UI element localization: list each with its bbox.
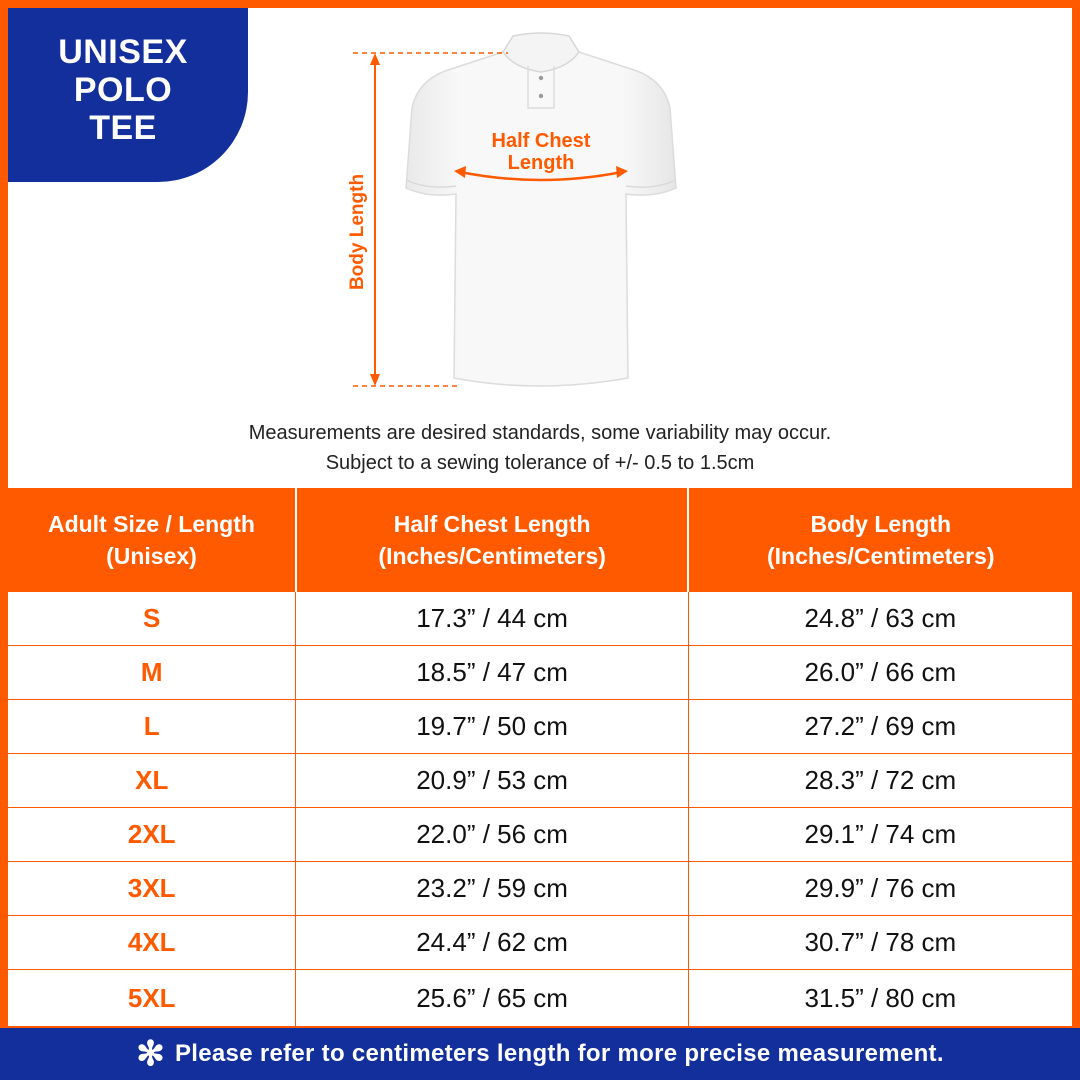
half-chest-cell: 17.3” / 44 cm — [296, 592, 688, 645]
half-chest-label-line-1: Half Chest — [491, 130, 591, 152]
header-body-length: Body Length (Inches/Centimeters) — [766, 511, 995, 569]
table-row — [8, 754, 1072, 808]
table-row — [8, 862, 1072, 916]
size-cell: L — [8, 700, 296, 753]
table-row — [8, 646, 1072, 700]
half-chest-label-line-2: Length — [507, 152, 575, 174]
size-table — [8, 488, 1072, 1026]
body-length-cell: 31.5” / 80 cm — [804, 982, 957, 1013]
size-cell: 2XL — [8, 808, 296, 861]
body-length-cell: 24.8” / 63 cm — [804, 603, 957, 633]
body-length-cell: 28.3” / 72 cm — [804, 765, 957, 795]
shirt-icon — [406, 52, 676, 386]
table-row — [8, 916, 1072, 970]
note-line-1: Measurements are desired standards, some variability may occur. — [248, 422, 832, 444]
measurement-note — [0, 418, 1080, 478]
body-length-cell: 26.0” / 66 cm — [804, 657, 957, 687]
body-length-cell: 30.7” / 78 cm — [804, 927, 957, 957]
header-half-chest: Half Chest Length (Inches/Centimeters) — [297, 488, 690, 592]
size-cell: 3XL — [8, 862, 296, 915]
badge-line-1: UNISEX — [58, 33, 188, 71]
body-length-cell: 27.2” / 69 cm — [804, 711, 957, 741]
size-cell: M — [8, 646, 296, 699]
body-length-label: Body Length — [347, 173, 368, 291]
table-row — [8, 970, 1072, 1026]
footer-text: Please refer to centimeters length for more precise measurement. — [174, 1040, 944, 1067]
footer-banner — [0, 1028, 1080, 1080]
table-body — [8, 592, 1072, 1026]
half-chest-cell: 18.5” / 47 cm — [296, 646, 688, 699]
badge-line-3: TEE — [89, 109, 157, 147]
half-chest-cell: 24.4” / 62 cm — [296, 916, 688, 969]
size-cell: S — [8, 592, 296, 645]
body-length-arrow — [370, 53, 380, 386]
size-cell: 5XL — [8, 970, 296, 1026]
table-row — [8, 592, 1072, 646]
half-chest-cell: 20.9” / 53 cm — [296, 754, 688, 807]
half-chest-cell: 22.0” / 56 cm — [296, 808, 688, 861]
body-length-cell: 29.9” / 76 cm — [804, 873, 957, 903]
half-chest-cell: 25.6” / 65 cm — [296, 970, 688, 1026]
header-size: Adult Size / Length (Unisex) — [8, 488, 297, 592]
polo-shirt-diagram — [8, 8, 1072, 418]
asterisk-icon: ✻ — [136, 1035, 165, 1073]
size-cell: XL — [8, 754, 296, 807]
badge-line-2: POLO — [73, 71, 173, 109]
table-row — [8, 700, 1072, 754]
body-length-cell: 29.1” / 74 cm — [804, 819, 957, 849]
half-chest-cell: 23.2” / 59 cm — [296, 862, 688, 915]
table-row — [8, 808, 1072, 862]
table-header-row — [8, 488, 1072, 592]
half-chest-cell: 19.7” / 50 cm — [296, 700, 688, 753]
note-line-2: Subject to a sewing tolerance of +/- 0.5 to 1.5cm — [325, 452, 755, 474]
size-cell: 4XL — [8, 916, 296, 969]
diagram-panel — [8, 8, 1072, 488]
